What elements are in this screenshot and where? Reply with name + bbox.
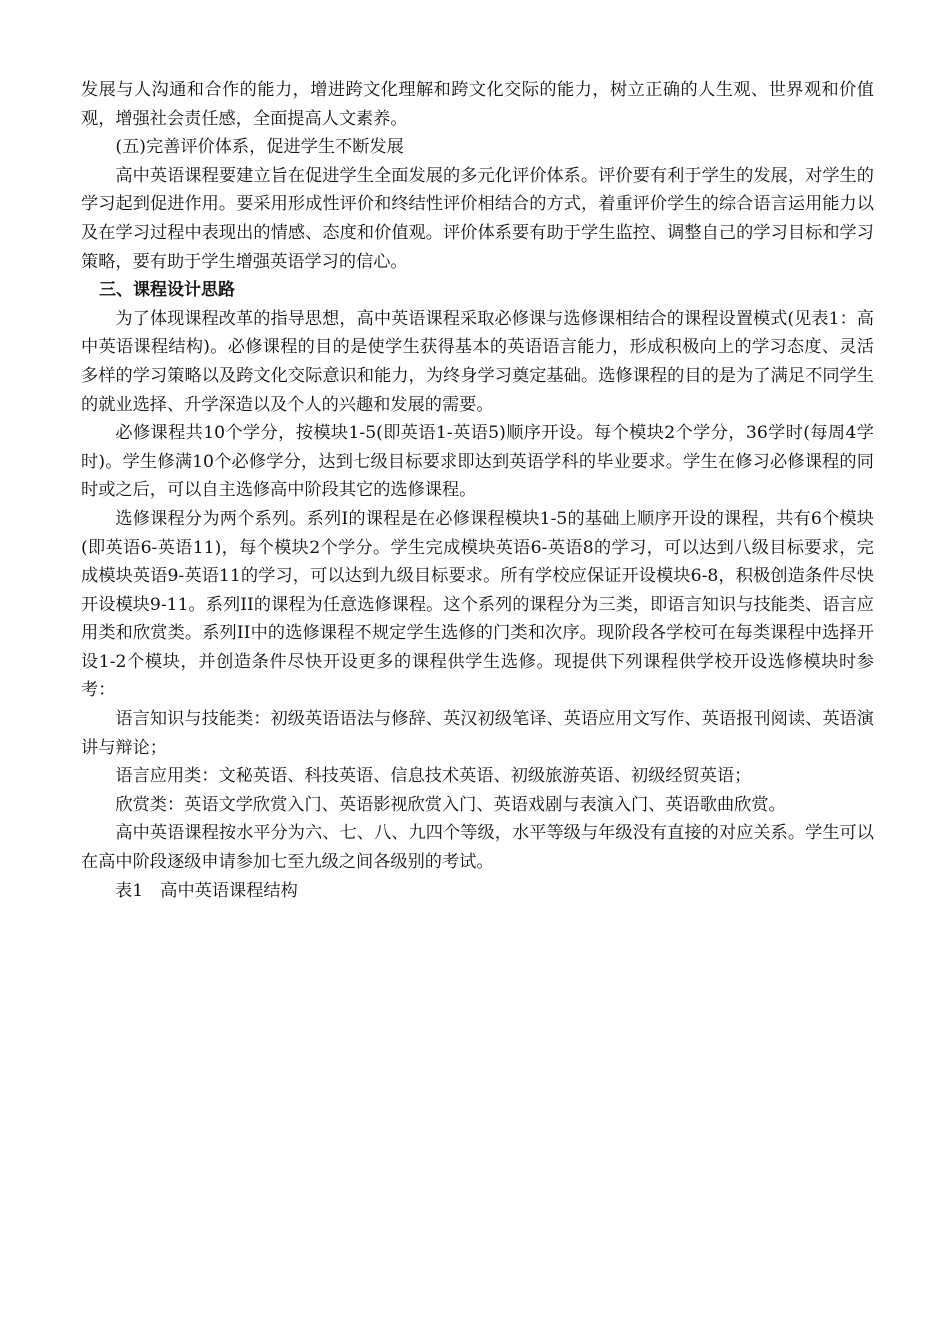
table-caption: 表1 高中英语课程结构	[115, 880, 298, 901]
required-courses-paragraph: 必修课程共10个学分，按模块1-5(即英语1-英语5)顺序开设。每个模块2个学分，36学时(每周4学时)。学生修满10个必修学分，达到七级目标要求即达到英语学科的毕业要求。学生在修习必修课程的同时或之后，可以自主选修高中阶段其它的选修课程。	[81, 423, 874, 501]
evaluation-paragraph: 高中英语课程要建立旨在促进学生全面发展的多元化评价体系。评价要有利于学生的发展，对学生的学习起到促进作用。要采用形成性评价和终结性评价相结合的方式，着重评价学生的综合语言运用能力以及在学习过程中表现出的情感、态度和价值观。评价体系要有助于学生监控、调整自己的学习目标和学习策略，要有助于学生增强英语学习的信心。	[81, 165, 874, 272]
continuation-paragraph: 发展与人沟通和合作的能力，增进跨文化理解和跨文化交际的能力，树立正确的人生观、世界观和价值观，增强社会责任感，全面提高人文素养。	[81, 80, 874, 129]
section-heading-course-design: 三、课程设计思路	[99, 280, 235, 301]
document-page	[81, 76, 874, 905]
levels-paragraph: 高中英语课程按水平分为六、七、八、九四个等级，水平等级与年级没有直接的对应关系。学生可以在高中阶段逐级申请参加七至九级之间各级别的考试。	[81, 823, 874, 873]
elective-appreciation-item: 欣赏类：英语文学欣赏入门、英语影视欣赏入门、英语戏剧与表演入门、英语歌曲欣赏。	[115, 794, 786, 815]
course-design-paragraph: 为了体现课程改革的指导思想，高中英语课程采取必修课与选修课相结合的课程设置模式(见表1：高中英语课程结构)。必修课程的目的是使学生获得基本的英语语言能力，形成积极向上的学习态度、灵活多样的学习策略以及跨文化交际意识和能力，为终身学习奠定基础。选修课程的目的是为了满足不同学生的就业选择、升学深造以及个人的兴趣和发展的需要。	[81, 308, 874, 415]
elective-language-skills-item: 语言知识与技能类：初级英语语法与修辞、英汉初级笔译、英语应用文写作、英语报刊阅读、英语演讲与辩论；	[81, 709, 874, 758]
elective-language-application-item: 语言应用类：文秘英语、科技英语、信息技术英语、初级旅游英语、初级经贸英语；	[115, 766, 752, 787]
subsection-heading-evaluation: (五)完善评价体系，促进学生不断发展	[115, 137, 404, 158]
elective-courses-paragraph: 选修课程分为两个系列。系列I的课程是在必修课程模块1-5的基础上顺序开设的课程，共有6个模块(即英语6-英语11)，每个模块2个学分。学生完成模块英语6-英语8的学习，可以达到八级目标要求，完成模块英语9-英语11的学习，可以达到九级目标要求。所有学校应保证开设模块6-8，积极创造条件尽快开设模块9-11。系列II的课程为任意选修课程。这个系列的课程分为三类，即语言知识与技能类、语言应用类和欣赏类。系列II中的选修课程不规定学生选修的门类和次序。现阶段各学校可在每类课程中选择开设1-2个模块，并创造条件尽快开设更多的课程供学生选修。现提供下列课程供学校开设选修模块时参考：	[81, 508, 874, 701]
